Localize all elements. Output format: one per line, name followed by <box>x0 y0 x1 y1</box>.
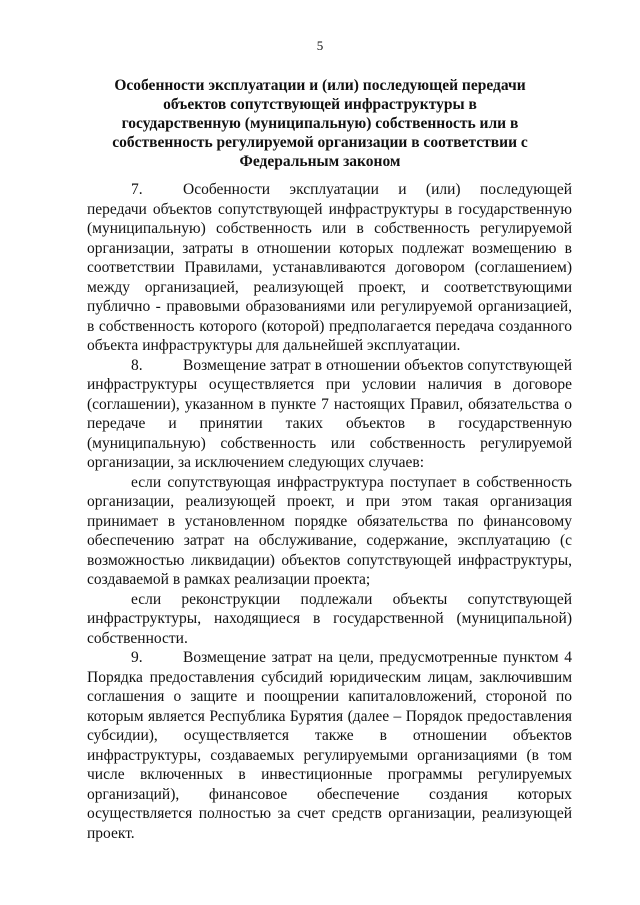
paragraph-8-case-2 <box>87 590 572 649</box>
paragraph-text: Особенности эксплуатации и (или) последующей передачи объектов сопутствующей инфраструктуры в государственную (муниципальную) собственность или в собственность регулируемой организации, затраты в отношении которых подлежат возмещению в соответствии Правилами, устанавливаются договором (соглашением) между организацией, реализующей проект, и соответствующими публично - правовыми образованиями или регулируемой организацией, в собственность которого (которой) предполагается передача созданного объекта инфраструктуры для дальнейшей эксплуатации. <box>87 181 572 354</box>
paragraph-9 <box>87 648 572 843</box>
paragraph-number: 8. <box>131 356 143 374</box>
document-body <box>87 180 572 843</box>
paragraph-text: Возмещение затрат на цели, предусмотренные пунктом 4 Порядка предоставления субсидий юридическим лицам, заключившим соглашения о защите и поощрении капиталовложений, стороной по которым является Республика Бурятия (далее – Порядок предоставления субсидии), осуществляется также в отношении объектов инфраструктуры, создаваемых регулируемыми организациями (в том числе включенных в инвестиционные программы регулируемых организаций), финансовое обеспечение создания которых осуществляется полностью за счет средств организации, реализующей проект. <box>87 649 572 842</box>
section-heading: Особенности эксплуатации и (или) последующей передачи объектов сопутствующей инфраструктуры в государственную (муниципальную) собственность или в собственность регулируемой организации в соответствии с Федеральным законом <box>112 77 528 170</box>
paragraph-number: 9. <box>131 649 143 666</box>
paragraph-text: если реконструкции подлежали объекты сопутствующей инфраструктуры, находящиеся в государственной (муниципальной) собственности. <box>87 590 572 647</box>
paragraph-text: Возмещение затрат в отношении объектов сопутствующей инфраструктуры осуществляется при условии наличия в договоре (соглашении), указанном в пункте 7 настоящих Правил, обязательства о передаче и принятии таких объектов в государственную (муниципальную) собственность или собственность регулируемой организации, за исключением следующих случаев: <box>87 356 572 471</box>
paragraph-7 <box>87 180 572 356</box>
paragraph-8-case-1 <box>87 473 572 590</box>
paragraph-8 <box>87 356 572 473</box>
paragraph-text: если сопутствующая инфраструктура поступает в собственность организации, реализующей проект, и при этом такая организация принимает в установленном порядке обязательства по финансовому обеспечению затрат на обслуживание, содержание, эксплуатацию (с возможностью ликвидации) объектов сопутствующей инфраструктуры, создаваемой в рамках реализации проекта; <box>87 473 572 588</box>
paragraph-number: 7. <box>131 181 143 198</box>
page-number: 5 <box>316 38 324 53</box>
